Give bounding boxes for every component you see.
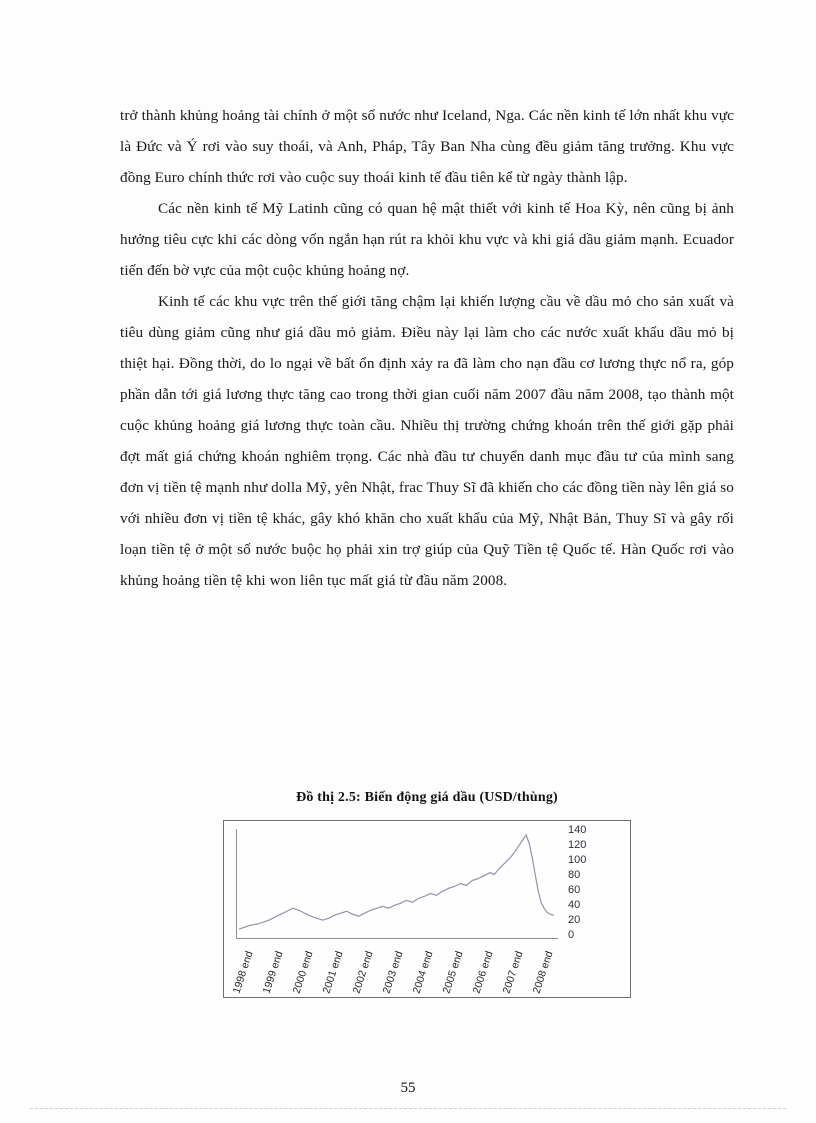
y-tick-80: 80 <box>568 869 581 881</box>
x-tick-2003-end: 2003 end <box>380 949 406 995</box>
chart-x-axis-labels <box>230 941 566 997</box>
x-tick-2004-end: 2004 end <box>410 949 436 995</box>
footer-divider <box>30 1108 786 1109</box>
figure-oil-price <box>120 790 734 998</box>
chart-y-axis-labels <box>568 825 620 945</box>
x-tick-2001-end: 2001 end <box>320 949 346 995</box>
y-tick-40: 40 <box>568 899 581 911</box>
paragraph-2: Các nền kinh tế Mỹ Latinh cũng có quan hệ mật thiết với kinh tế Hoa Kỳ, nên cũng bị ảnh hưởng tiêu cực khi các dòng vốn ngắn hạn rút ra khỏi khu vực và khi giá dầu giảm mạnh. Ecuador tiến đến bờ vực của một cuộc khủng hoảng nợ. <box>120 200 734 279</box>
oil-price-series-line <box>239 835 554 929</box>
y-tick-120: 120 <box>568 839 587 851</box>
x-tick-2005-end: 2005 end <box>440 949 466 995</box>
chart-plot-area <box>236 829 558 939</box>
figure-caption: Đồ thị 2.5: Biến động giá dầu (USD/thùng) <box>296 790 558 805</box>
paragraph-1: trở thành khủng hoảng tài chính ở một số nước như Iceland, Nga. Các nền kinh tế lớn nhất khu vực là Đức và Ý rơi vào suy thoái, và Anh, Pháp, Tây Ban Nha cùng đều giảm tăng trưởng. Khu vực đồng Euro chính thức rơi vào cuộc suy thoái kinh tế đầu tiên kể từ ngày thành lập. <box>120 107 734 186</box>
x-tick-2002-end: 2002 end <box>350 949 376 995</box>
y-tick-60: 60 <box>568 884 581 896</box>
x-tick-2008-end: 2008 end <box>530 949 556 995</box>
paragraph-3: Kinh tế các khu vực trên thế giới tăng chậm lại khiến lượng cầu về dầu mỏ cho sản xuất và tiêu dùng giảm cũng như giá dầu mỏ giảm. Điều này lại làm cho các nước xuất khẩu dầu mỏ bị thiệt hại. Đồng thời, do lo ngại về bất ổn định xảy ra đã làm cho nạn đầu cơ lương thực nổ ra, góp phần dẫn tới giá lương thực tăng cao trong thời gian cuối năm 2007 đầu năm 2008, tạo thành một cuộc khủng hoảng giá lương thực toàn cầu. Nhiều thị trường chứng khoán trên thế giới gặp phải đợt mất giá chứng khoán nghiêm trọng. Các nhà đầu tư chuyển danh mục đầu tư của mình sang đơn vị tiền tệ mạnh như dolla Mỹ, yên Nhật, frac Thuy Sĩ đã khiến cho các đồng tiền này lên giá so với nhiều đơn vị tiền tệ khác, gây khó khăn cho xuất khẩu của Mỹ, Nhật Bản, Thuy Sĩ và gây rối loạn tiền tệ ở một số nước buộc họ phải xin trợ giúp của Quỹ Tiền tệ Quốc tế. Hàn Quốc rơi vào khủng hoảng tiền tệ khi won liên tục mất giá từ đầu năm 2008. <box>120 293 734 589</box>
body-text <box>120 100 734 596</box>
x-tick-1999-end: 1999 end <box>260 949 286 995</box>
x-tick-2006-end: 2006 end <box>470 949 496 995</box>
x-tick-1998-end: 1998 end <box>230 949 256 995</box>
y-tick-140: 140 <box>568 824 587 836</box>
y-tick-20: 20 <box>568 914 581 926</box>
y-tick-100: 100 <box>568 854 587 866</box>
x-tick-2000-end: 2000 end <box>290 949 316 995</box>
y-tick-0: 0 <box>568 929 575 941</box>
oil-price-line-chart <box>237 829 558 938</box>
x-tick-2007-end: 2007 end <box>500 949 526 995</box>
chart-container <box>223 820 631 998</box>
page-number: 55 <box>400 1080 416 1096</box>
